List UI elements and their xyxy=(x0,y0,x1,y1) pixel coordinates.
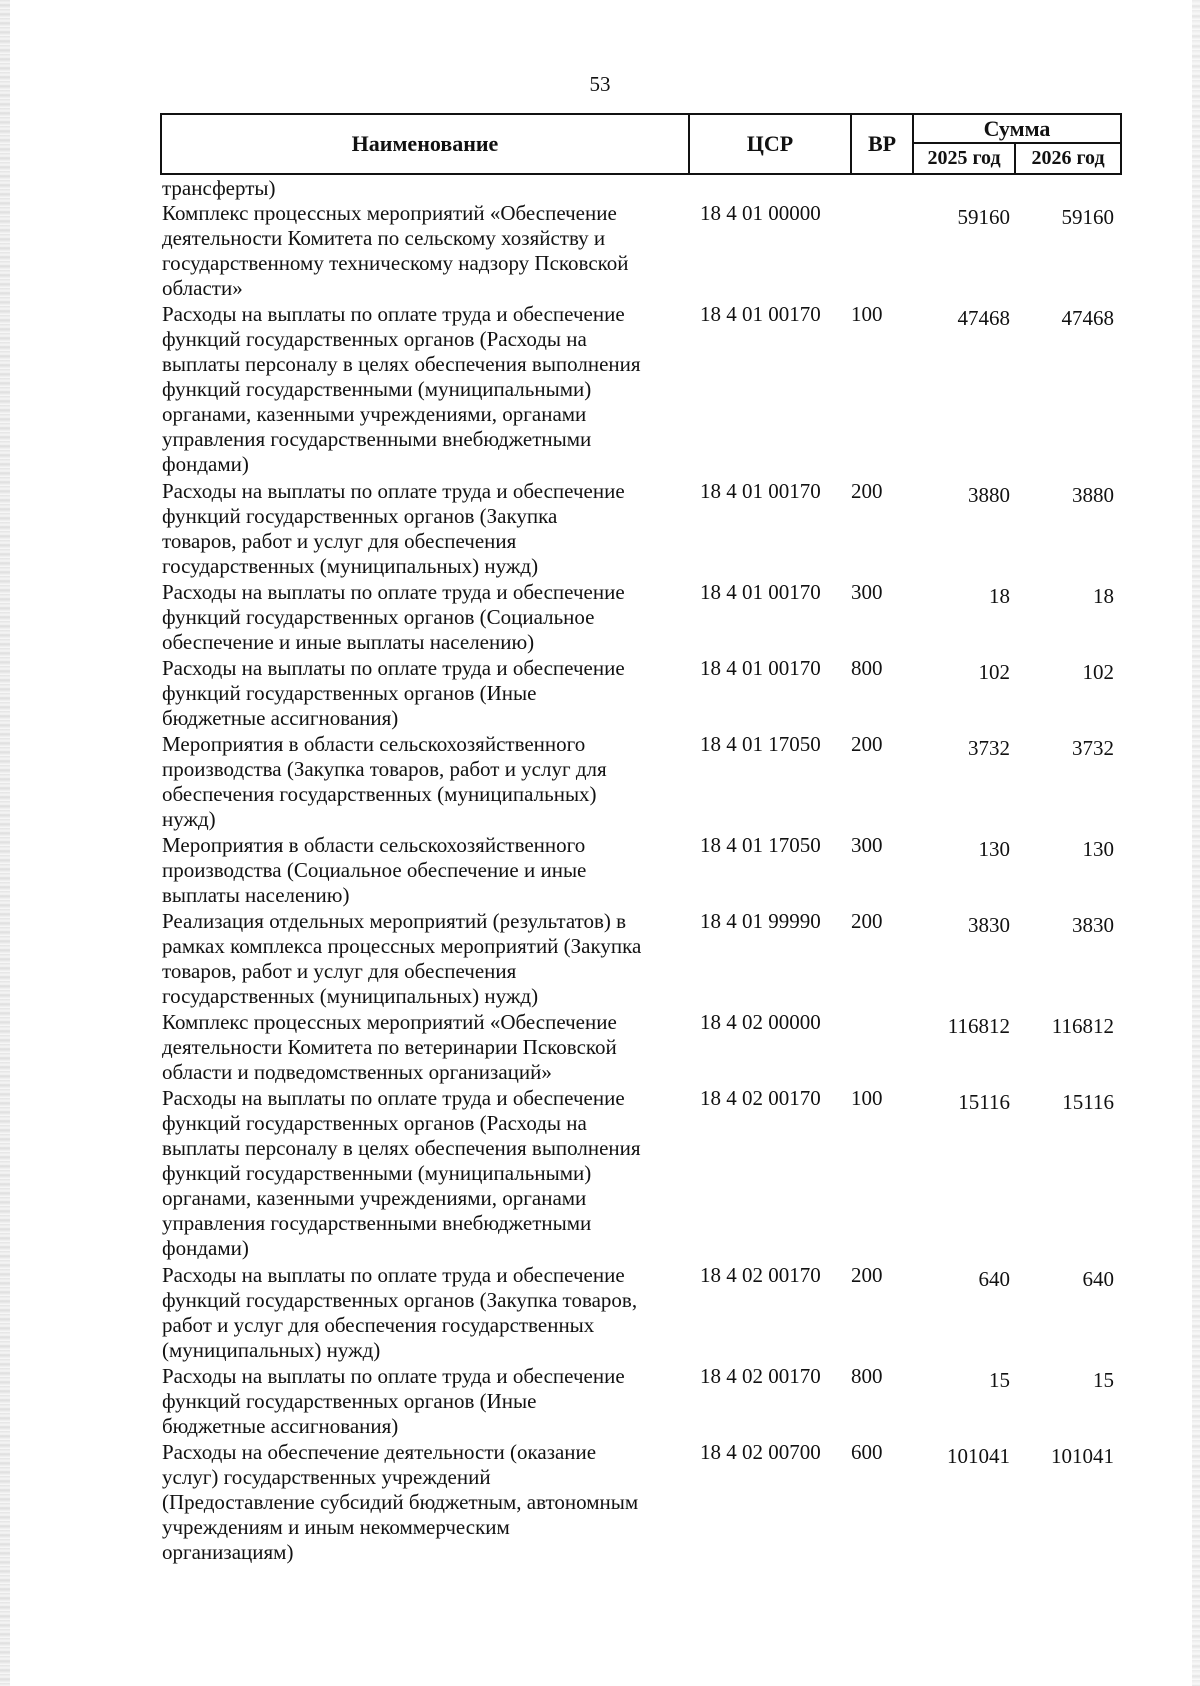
row-2026: 59160 xyxy=(1061,205,1114,229)
row-name: Реализация отдельных мероприятий (результатов) в рамках комплекса процессных мероприятий (Закупка товаров, работ и услуг для обеспечения государственных (муниципальных) нужд) xyxy=(162,909,642,1008)
row-2025: 47468 xyxy=(957,306,1010,330)
row-2026: 3880 xyxy=(1072,483,1114,507)
row-2025: 116812 xyxy=(947,1014,1010,1038)
table-row xyxy=(0,201,1200,302)
table-row xyxy=(0,580,1200,656)
row-2026: 3830 xyxy=(1072,913,1114,937)
row-name: Расходы на выплаты по оплате труда и обеспечение функций государственных органов (Закупка товаров, работ и услуг для обеспечения государственных (муниципальных) нужд) xyxy=(162,1263,638,1362)
row-2026: 3732 xyxy=(1072,736,1114,760)
table-row xyxy=(0,656,1200,732)
header-vr: ВР xyxy=(867,131,897,156)
row-csr: 18 4 01 00170 xyxy=(700,580,821,604)
table-row xyxy=(0,909,1200,1010)
table-row xyxy=(0,1086,1200,1263)
row-vr: 200 xyxy=(851,909,883,933)
row-2026: 18 xyxy=(1093,584,1114,608)
table-row xyxy=(0,732,1200,833)
row-csr: 18 4 02 00000 xyxy=(700,1010,821,1034)
row-vr: 800 xyxy=(851,656,883,680)
row-2025: 3880 xyxy=(968,483,1010,507)
row-2025: 3830 xyxy=(968,913,1010,937)
row-2025: 102 xyxy=(978,660,1010,684)
header-name: Наименование xyxy=(351,131,499,156)
row-2026: 130 xyxy=(1082,837,1114,861)
row-vr: 300 xyxy=(851,833,883,857)
row-2026: 116812 xyxy=(1051,1014,1114,1038)
row-name: Расходы на выплаты по оплате труда и обеспечение функций государственных органов (Иные бюджетные ассигнования) xyxy=(162,656,625,730)
row-vr: 200 xyxy=(851,1263,883,1287)
row-name: Мероприятия в области сельскохозяйственного производства (Закупка товаров, работ и услуг для обеспечения государственных (муниципальных) нужд) xyxy=(162,732,607,831)
row-vr: 200 xyxy=(851,732,883,756)
row-name: Расходы на выплаты по оплате труда и обеспечение функций государственных органов (Социальное обеспечение и иные выплаты населению) xyxy=(162,580,625,654)
row-csr: 18 4 01 00170 xyxy=(700,302,821,326)
row-name: Комплекс процессных мероприятий «Обеспечение деятельности Комитета по сельскому хозяйству и государственному техническому надзору Псковской области» xyxy=(162,201,629,300)
page-number: 53 xyxy=(589,72,611,96)
row-vr: 300 xyxy=(851,580,883,604)
header-sum: Сумма xyxy=(983,116,1051,141)
row-csr: 18 4 01 17050 xyxy=(700,732,821,756)
row-csr: 18 4 01 99990 xyxy=(700,909,821,933)
row-name: Мероприятия в области сельскохозяйственного производства (Социальное обеспечение и иные выплаты населению) xyxy=(162,833,587,907)
row-name: Расходы на выплаты по оплате труда и обеспечение функций государственных органов (Расходы на выплаты персоналу в целях обеспечения выполнения функций государственными (муниципальными) органами, казенными учреждениями, органами управления государственными внебюджетными фондами) xyxy=(162,1086,641,1260)
table-row xyxy=(0,302,1200,479)
row-2025: 130 xyxy=(978,837,1010,861)
table-body xyxy=(0,176,1200,1567)
table-row xyxy=(0,1440,1200,1567)
row-2026: 15 xyxy=(1093,1368,1114,1392)
table-row xyxy=(0,1364,1200,1440)
row-csr: 18 4 02 00170 xyxy=(700,1263,821,1287)
row-2025: 101041 xyxy=(947,1444,1010,1468)
row-vr: 800 xyxy=(851,1364,883,1388)
row-csr: 18 4 01 00170 xyxy=(700,479,821,503)
row-vr: 200 xyxy=(851,479,883,503)
row-2026: 15116 xyxy=(1062,1090,1114,1114)
row-2025: 3732 xyxy=(968,736,1010,760)
row-2025: 640 xyxy=(978,1267,1010,1291)
row-2025: 15116 xyxy=(958,1090,1010,1114)
row-vr: 100 xyxy=(851,302,883,326)
row-name: трансферты) xyxy=(162,176,276,200)
row-name: Расходы на выплаты по оплате труда и обеспечение функций государственных органов (Закупка товаров, работ и услуг для обеспечения государственных (муниципальных) нужд) xyxy=(162,479,625,578)
header-year-2025: 2025 год xyxy=(927,147,1001,169)
table-row xyxy=(0,833,1200,909)
table-row xyxy=(0,1263,1200,1364)
row-csr: 18 4 01 00170 xyxy=(700,656,821,680)
row-2026: 640 xyxy=(1082,1267,1114,1291)
row-2025: 18 xyxy=(989,584,1010,608)
row-2025: 59160 xyxy=(957,205,1010,229)
row-name: Расходы на обеспечение деятельности (оказание услуг) государственных учреждений (Предоставление субсидий бюджетным, автономным учреждениям и иным некоммерческим организациям) xyxy=(162,1440,639,1564)
row-vr: 600 xyxy=(851,1440,883,1464)
row-csr: 18 4 02 00170 xyxy=(700,1086,821,1110)
row-2026: 101041 xyxy=(1051,1444,1114,1468)
row-name: Расходы на выплаты по оплате труда и обеспечение функций государственных органов (Иные бюджетные ассигнования) xyxy=(162,1364,625,1438)
row-vr: 100 xyxy=(851,1086,883,1110)
row-csr: 18 4 02 00700 xyxy=(700,1440,821,1464)
table-row xyxy=(0,479,1200,580)
row-csr: 18 4 02 00170 xyxy=(700,1364,821,1388)
row-2026: 47468 xyxy=(1061,306,1114,330)
table-row xyxy=(0,176,1200,201)
row-csr: 18 4 01 00000 xyxy=(700,201,821,225)
row-2025: 15 xyxy=(989,1368,1010,1392)
header-year-2026: 2026 год xyxy=(1031,147,1105,169)
row-2026: 102 xyxy=(1082,660,1114,684)
table-row xyxy=(0,1010,1200,1086)
table-header xyxy=(160,113,1122,175)
row-csr: 18 4 01 17050 xyxy=(700,833,821,857)
row-name: Комплекс процессных мероприятий «Обеспечение деятельности Комитета по ветеринарии Псковской области и подведомственных организаций» xyxy=(162,1010,617,1084)
header-csr: ЦСР xyxy=(746,131,794,156)
row-name: Расходы на выплаты по оплате труда и обеспечение функций государственных органов (Расходы на выплаты персоналу в целях обеспечения выполнения функций государственными (муниципальными) органами, казенными учреждениями, органами управления государственными внебюджетными фондами) xyxy=(162,302,641,476)
